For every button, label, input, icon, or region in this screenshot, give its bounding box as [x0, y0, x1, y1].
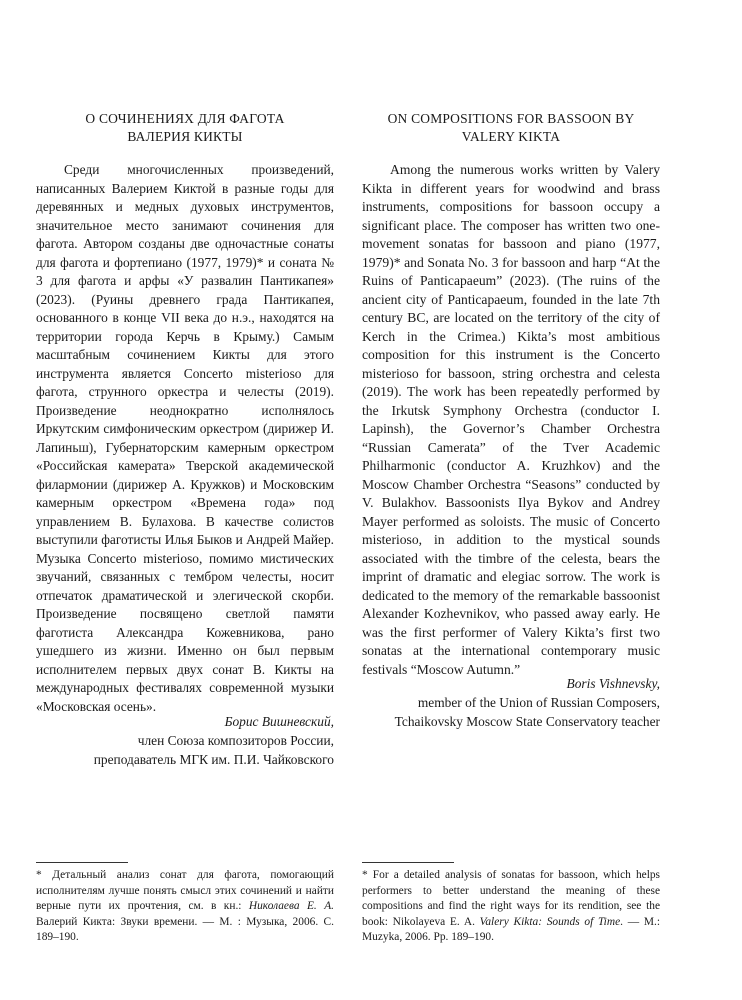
english-footnote-source: . — M.: Muzyka, 2006. Pp. 189–190.	[362, 915, 661, 943]
russian-footnote	[36, 868, 334, 946]
russian-title: О СОЧИНЕНИЯХ ДЛЯ ФАГОТА ВАЛЕРИЯ КИКТЫ	[85, 111, 285, 144]
russian-signature-name: Борис Вишневский,	[224, 714, 334, 729]
english-body-text: Among the numerous works written by Valery Kikta in different years for woodwind and brass instruments, compositions for bassoon occupy a significant place. The composer has written two one-movement sonatas for bassoon and piano (1977, 1979)* and Sonata No. 3 for bassoon and harp “At the Ruins of Panticapaeum” (2023). (The ruins of the ancient city of Panticapaeum, founded in the late 7th century BC, are located on the territory of the city of Kerch in the Crimea.) Kikta’s most ambitious composition for this instrument is the Concerto misterioso for bassoon, string orchestra and celesta (2019). The work has been repeatedly performed by the Irkutsk Symphony Orchestra (conductor I. Lapinsh), the Governor’s Chamber Orchestra “Russian Camerata” of the Tver Academic Philharmonic (conductor A. Kruzhkov) and the Moscow Chamber Orchestra “Seasons” conducted by V. Bulakhov. Bassoonists Ilya Bykov and Andrey Mayer performed as soloists. The music of Concerto misterioso, in addition to the mystical sounds associated with the timbre of the celesta, bears the imprint of dramatic and elegiac sorrow. The work is dedicated to the memory of the remarkable bassoonist Alexander Kozhevnikov, who passed away early. He was the first performer of Valery Kikta’s first two sonatas at the international contemporary music festivals “Moscow Autumn.”	[362, 162, 660, 677]
russian-footnote-source: Валерий Кикта: Звуки времени. — М. : Музыка, 2006. С. 189–190.	[36, 915, 334, 943]
russian-body-text: Среди многочисленных произведений, написанных Валерием Киктой в разные годы для деревянных и медных духовых инструментов, значительное место занимают сочинения для фагота. Автором созданы две одночастные сонаты для фагота и фортепиано (1977, 1979)* и соната № 3 для фагота и арфы «У развалин Пантикапея» (2023). (Руины древнего града Пантикапея, основанного в конце VII века до н.э., находятся на территории города Керчь в Крыму.) Самым масштабным сочинением Кикты для этого инструмента является Concerto misterioso для фагота, струнного оркестра и челесты (2019). Произведение неоднократно исполнялось Иркутским симфоническим оркестром (дирижер И. Лапиньш), Губернаторским камерным оркестром «Российская камерата» Тверской академической филармонии (дирижер А. Кружков) и Московским камерным оркестром «Времена года» под управлением В. Булахова. В качестве солистов выступили фаготисты Илья Быков и Андрей Майер. Музыка Concerto misterioso, помимо мистических звучаний, связанных с тембром челесты, носит отпечаток драматической и элегической скорби. Произведение посвящено светлой памяти фаготиста Александра Кожевникова, рано ушедшего из жизни. Именно он был первым исполнителем первых двух сонат В. Кикты на международных фестивалях современной музыки «Московская осень».	[36, 162, 334, 714]
english-signature-name: Boris Vishnevsky,	[566, 676, 660, 691]
english-column	[362, 0, 660, 1000]
russian-signature-position: преподаватель МГК им. П.И. Чайковского	[93, 752, 334, 767]
russian-signature	[36, 712, 334, 769]
english-title: ON COMPOSITIONS FOR BASSOON BY VALERY KIKTA	[387, 111, 635, 144]
russian-footnote-text: * Детальный анализ сонат для фагота, помогающий исполнителям лучше понять смысл этих сочинений и найти верные пути их прочтения, см. в кн.:	[36, 869, 334, 912]
english-footnote	[362, 868, 660, 946]
english-footnote-rule	[362, 862, 454, 863]
english-signature-affiliation: member of the Union of Russian Composers,	[417, 695, 660, 710]
russian-signature-affiliation: член Союза композиторов России,	[137, 733, 334, 748]
russian-footnote-rule	[36, 862, 128, 863]
english-signature	[362, 674, 660, 731]
russian-column	[36, 0, 334, 1000]
english-signature-position: Tchaikovsky Moscow State Conservatory teacher	[394, 714, 660, 729]
english-footnote-text: * For a detailed analysis of sonatas for bassoon, which helps performers to better understand the meaning of these compositions and find the right ways for its rendition, see the book: Nikolayeva E. A.	[362, 869, 660, 928]
english-footnote-book-title: Valery Kikta: Sounds of Time	[479, 915, 621, 928]
russian-footnote-author: Николаева Е. А.	[248, 900, 335, 912]
